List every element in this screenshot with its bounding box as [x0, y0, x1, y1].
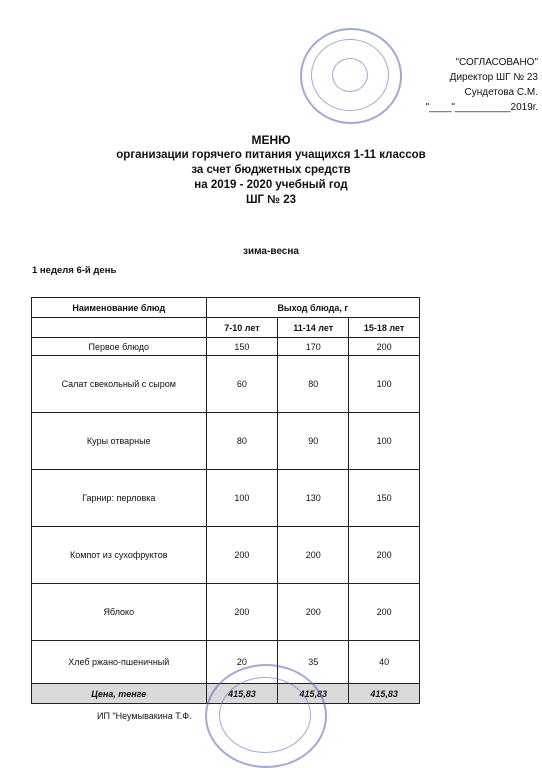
- price-value: 415,83: [206, 684, 278, 704]
- yield-value: 130: [278, 470, 349, 527]
- table-row: [32, 338, 420, 356]
- approval-status: "СОГЛАСОВАНО": [455, 57, 538, 68]
- table-row: [32, 470, 420, 527]
- signatory: ИП "Неумывакина Т.Ф.: [97, 711, 192, 721]
- yield-value: 40: [349, 641, 420, 684]
- yield-value: 80: [206, 413, 278, 470]
- yield-value: 200: [278, 527, 349, 584]
- document-title: [0, 133, 542, 208]
- table-header-row: [32, 298, 420, 318]
- week-day-label: 1 неделя 6-й день: [32, 265, 117, 276]
- yield-value: 200: [206, 527, 278, 584]
- yield-value: 60: [206, 356, 278, 413]
- yield-value: 200: [206, 584, 278, 641]
- title-school: ШГ № 23: [245, 194, 297, 206]
- table-row: [32, 584, 420, 641]
- approval-block: [338, 55, 538, 115]
- title-subject: организации горячего питания учащихся 1-11 классов: [116, 149, 426, 161]
- dish-name: Первое блюдо: [32, 338, 207, 356]
- season-label: зима-весна: [243, 246, 299, 257]
- yield-value: 170: [278, 338, 349, 356]
- yield-value: 100: [206, 470, 278, 527]
- table-row: [32, 356, 420, 413]
- yield-value: 200: [349, 338, 420, 356]
- dish-name: Гарнир: перловка: [32, 470, 207, 527]
- table-age-row: [32, 318, 420, 338]
- header-dish: Наименование блюд: [32, 298, 207, 318]
- title-menu: МЕНЮ: [251, 133, 291, 147]
- yield-value: 150: [206, 338, 278, 356]
- yield-value: 200: [349, 584, 420, 641]
- yield-value: 35: [278, 641, 349, 684]
- header-age-2: 11-14 лет: [278, 318, 349, 338]
- title-funding: за счет бюджетных средств: [191, 164, 351, 176]
- price-label: Цена, тенге: [32, 684, 207, 704]
- title-year: на 2019 - 2020 учебный год: [194, 179, 348, 191]
- yield-value: 80: [278, 356, 349, 413]
- yield-value: 90: [278, 413, 349, 470]
- dish-name: Салат свекольный с сыром: [32, 356, 207, 413]
- dish-name: Куры отварные: [32, 413, 207, 470]
- yield-value: 200: [278, 584, 349, 641]
- entrepreneur-stamp: [205, 664, 327, 768]
- header-age-1: 7-10 лет: [206, 318, 278, 338]
- approval-date: "____"__________2019г.: [425, 102, 538, 113]
- dish-name: Хлеб ржано-пшеничный: [32, 641, 207, 684]
- yield-value: 150: [349, 470, 420, 527]
- menu-table: [31, 297, 420, 704]
- dish-name: Компот из сухофруктов: [32, 527, 207, 584]
- approval-name: Сундетова С.М.: [464, 87, 538, 98]
- table-row: [32, 527, 420, 584]
- approval-director: Директор ШГ № 23: [449, 72, 538, 83]
- yield-value: 20: [206, 641, 278, 684]
- price-value: 415,83: [349, 684, 420, 704]
- yield-value: 100: [349, 413, 420, 470]
- yield-value: 100: [349, 356, 420, 413]
- yield-value: 200: [349, 527, 420, 584]
- header-empty: [32, 318, 207, 338]
- header-yield: Выход блюда, г: [206, 298, 419, 318]
- header-age-3: 15-18 лет: [349, 318, 420, 338]
- dish-name: Яблоко: [32, 584, 207, 641]
- price-value: 415,83: [278, 684, 349, 704]
- table-row: [32, 413, 420, 470]
